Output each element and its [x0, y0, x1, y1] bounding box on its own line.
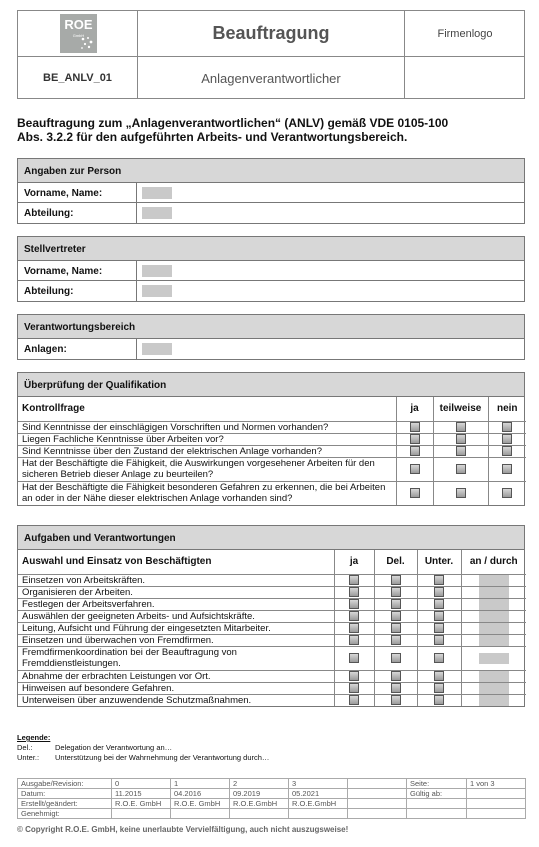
legend-title: Legende:: [17, 733, 51, 742]
valid-from-value: [467, 789, 526, 799]
yes-checkbox[interactable]: [349, 653, 359, 663]
delegation-checkbox[interactable]: [391, 635, 401, 645]
task-text: Auswählen der geeigneten Arbeits- und Aufsichtskräfte.: [18, 610, 334, 622]
copyright-notice: © Copyright R.O.E. GmbH, keine unerlaubte Vervielfältigung, auch nicht auszugsweise!: [17, 825, 349, 834]
task-text: Abnahme der erbrachten Leistungen vor Ort.: [18, 670, 334, 682]
empty-cell: [407, 799, 467, 809]
revision-date: 09.2019: [230, 789, 289, 799]
support-checkbox[interactable]: [434, 635, 444, 645]
table-row: [18, 799, 526, 809]
delegation-checkbox[interactable]: [391, 599, 401, 609]
support-checkbox[interactable]: [434, 575, 444, 585]
revision-author: R.O.E.GmbH: [289, 799, 348, 809]
name-label: Vorname, Name:: [24, 266, 103, 277]
page-value: 1 von 3: [467, 779, 526, 789]
qualification-section: [17, 372, 525, 506]
column-header: Kontrollfrage: [18, 397, 396, 421]
legend-key: Unter.:: [17, 753, 40, 762]
column-header: Unter.: [417, 550, 461, 574]
table-row: [18, 610, 526, 622]
logo-subtext: GmbH: [72, 33, 85, 38]
delegation-checkbox[interactable]: [391, 653, 401, 663]
no-checkbox[interactable]: [502, 434, 512, 444]
support-checkbox[interactable]: [434, 671, 444, 681]
name-label: Vorname, Name:: [24, 188, 103, 199]
table-row: [18, 574, 526, 586]
no-checkbox[interactable]: [502, 488, 512, 498]
department-label: Abteilung:: [24, 286, 74, 297]
revision-author: R.O.E.GmbH: [230, 799, 289, 809]
yes-checkbox[interactable]: [410, 488, 420, 498]
empty-cell: [348, 799, 407, 809]
tasks-table: [18, 550, 526, 706]
support-checkbox[interactable]: [434, 611, 444, 621]
document-code: BE_ANLV_01: [43, 72, 112, 84]
revision-number: 1: [171, 779, 230, 789]
support-checkbox[interactable]: [434, 683, 444, 693]
question-text: Liegen Fachliche Kenntnisse über Arbeiten vor?: [18, 433, 396, 445]
logo-text: ROE: [64, 17, 93, 32]
section-header: Überprüfung der Qualifikation: [18, 373, 524, 397]
yes-checkbox[interactable]: [349, 695, 359, 705]
revision-number: 0: [112, 779, 171, 789]
empty-cell: [171, 809, 230, 819]
revision-number: 3: [289, 779, 348, 789]
department-label: Abteilung:: [24, 208, 74, 219]
column-header: Del.: [374, 550, 417, 574]
yes-checkbox[interactable]: [349, 599, 359, 609]
intro-text: [17, 116, 522, 144]
column-header: Auswahl und Einsatz von Beschäftigten: [18, 550, 334, 574]
table-row: [18, 598, 526, 610]
column-header: teilweise: [433, 397, 488, 421]
legend-key: Del.:: [17, 743, 33, 752]
intro-line: Abs. 3.2.2 für den aufgeführten Arbeits- und Verantwortungsbereich.: [17, 130, 408, 144]
assignee-field[interactable]: [479, 653, 509, 664]
field-divider: [136, 261, 137, 280]
table-row: [18, 682, 526, 694]
partly-checkbox[interactable]: [456, 464, 466, 474]
task-text: Einsetzen und überwachen von Fremdfirmen.: [18, 634, 334, 646]
question-text: Hat der Beschäftigte die Fähigkeit, die Auswirkungen vorgesehener Arbeiten für den sicheren Betrieb dieser Anlage zu beurteilen?: [18, 457, 396, 481]
delegation-checkbox[interactable]: [391, 671, 401, 681]
revision-author: R.O.E. GmbH: [171, 799, 230, 809]
task-text: Leitung, Aufsicht und Führung der eingesetzten Mitarbeiter.: [18, 622, 334, 634]
partly-checkbox[interactable]: [456, 446, 466, 456]
table-row: [18, 433, 526, 445]
table-row: [18, 445, 526, 457]
task-text: Hinweisen auf besondere Gefahren.: [18, 682, 334, 694]
section-header: Verantwortungsbereich: [18, 315, 524, 339]
field-divider: [136, 183, 137, 202]
delegation-checkbox[interactable]: [391, 623, 401, 633]
legend-entry: [17, 753, 269, 763]
column-header: an / durch: [461, 550, 526, 574]
partly-checkbox[interactable]: [456, 422, 466, 432]
department-row: [18, 281, 524, 301]
table-row: [18, 481, 526, 505]
yes-checkbox[interactable]: [349, 635, 359, 645]
table-header-row: [18, 550, 526, 574]
row-label: Genehmigt:: [18, 809, 112, 819]
question-text: Sind Kenntnisse über den Zustand der elektrischen Anlage vorhanden?: [18, 445, 396, 457]
company-logo-placeholder: Firmenlogo: [437, 27, 493, 40]
delegation-checkbox[interactable]: [391, 683, 401, 693]
task-text: Fremdfirmenkoordination bei der Beauftragung von Fremddienstleistungen.: [18, 646, 334, 670]
table-row: [18, 646, 526, 670]
deputy-department-field[interactable]: [142, 285, 172, 297]
document-header: [17, 10, 525, 99]
assignee-field[interactable]: [479, 599, 509, 610]
table-row: [18, 809, 526, 819]
yes-checkbox[interactable]: [349, 587, 359, 597]
task-text: Organisieren der Arbeiten.: [18, 586, 334, 598]
assignee-field[interactable]: [479, 671, 509, 682]
plants-label: Anlagen:: [24, 344, 67, 355]
table-row: [18, 421, 526, 433]
empty-cell: [348, 809, 407, 819]
revision-number: 2: [230, 779, 289, 789]
support-checkbox[interactable]: [434, 695, 444, 705]
revision-date: 04.2016: [171, 789, 230, 799]
no-checkbox[interactable]: [502, 422, 512, 432]
delegation-checkbox[interactable]: [391, 611, 401, 621]
plants-row: [18, 339, 524, 359]
support-checkbox[interactable]: [434, 623, 444, 633]
empty-cell: [467, 799, 526, 809]
empty-cell: [230, 809, 289, 819]
yes-checkbox[interactable]: [349, 671, 359, 681]
field-divider: [136, 203, 137, 223]
task-text: Festlegen der Arbeitsverfahren.: [18, 598, 334, 610]
table-row: [18, 622, 526, 634]
table-row: [18, 670, 526, 682]
row-label: Datum:: [18, 789, 112, 799]
assignee-field[interactable]: [479, 587, 509, 598]
empty-cell: [467, 809, 526, 819]
assignee-field[interactable]: [479, 575, 509, 586]
delegation-checkbox[interactable]: [391, 587, 401, 597]
field-divider: [136, 339, 137, 359]
no-checkbox[interactable]: [502, 464, 512, 474]
field-divider: [136, 281, 137, 301]
person-section: [17, 158, 525, 224]
table-row: [18, 586, 526, 598]
revision-author: R.O.E. GmbH: [112, 799, 171, 809]
yes-checkbox[interactable]: [349, 611, 359, 621]
assignee-field[interactable]: [479, 623, 509, 634]
revision-date: 05.2021: [289, 789, 348, 799]
row-label: Erstellt/geändert:: [18, 799, 112, 809]
empty-cell: [348, 789, 407, 799]
table-row: [18, 789, 526, 799]
yes-checkbox[interactable]: [349, 683, 359, 693]
question-text: Hat der Beschäftigte die Fähigkeit besonderen Gefahren zu erkennen, die bei Arbeiten an oder in der Nähe dieser elektrischen Anlage vorhanden sind?: [18, 481, 396, 505]
empty-cell: [112, 809, 171, 819]
logo-pattern-icon: [80, 36, 94, 50]
support-checkbox[interactable]: [434, 587, 444, 597]
person-department-field[interactable]: [142, 207, 172, 219]
table-row: [18, 634, 526, 646]
deputy-name-field[interactable]: [142, 265, 172, 277]
intro-line: Beauftragung zum „Anlagenverantwortlichen“ (ANLV) gemäß VDE 0105-100: [17, 116, 449, 130]
yes-checkbox[interactable]: [410, 422, 420, 432]
person-name-field[interactable]: [142, 187, 172, 199]
roe-logo: [60, 14, 97, 53]
table-row: [18, 694, 526, 706]
yes-checkbox[interactable]: [349, 623, 359, 633]
column-header: ja: [396, 397, 433, 421]
legend-text: Delegation der Verantwortung an…: [55, 743, 173, 752]
task-text: Einsetzen von Arbeitskräften.: [18, 574, 334, 586]
section-header: Stellvertreter: [18, 237, 524, 261]
partly-checkbox[interactable]: [456, 488, 466, 498]
support-checkbox[interactable]: [434, 653, 444, 663]
page-label: Seite:: [407, 779, 467, 789]
assignee-field[interactable]: [479, 683, 509, 694]
delegation-checkbox[interactable]: [391, 695, 401, 705]
table-row: [18, 779, 526, 789]
empty-cell: [407, 809, 467, 819]
section-header: Angaben zur Person: [18, 159, 524, 183]
partly-checkbox[interactable]: [456, 434, 466, 444]
assignee-field[interactable]: [479, 635, 509, 646]
yes-checkbox[interactable]: [410, 464, 420, 474]
department-row: [18, 203, 524, 223]
qualification-table: [18, 397, 526, 505]
assignee-field[interactable]: [479, 695, 509, 706]
plants-field[interactable]: [142, 343, 172, 355]
no-checkbox[interactable]: [502, 446, 512, 456]
name-row: [18, 261, 524, 281]
deputy-section: [17, 236, 525, 302]
legend-entry: [17, 743, 269, 753]
assignee-field[interactable]: [479, 611, 509, 622]
tasks-section: [17, 525, 525, 707]
empty-cell: [289, 809, 348, 819]
document-title: Beauftragung: [212, 23, 330, 43]
table-row: [18, 457, 526, 481]
row-label: Ausgabe/Revision:: [18, 779, 112, 789]
document-subtitle: Anlagenverantwortlicher: [201, 70, 341, 86]
table-header-row: [18, 397, 526, 421]
legend: [17, 733, 269, 763]
delegation-checkbox[interactable]: [391, 575, 401, 585]
name-row: [18, 183, 524, 203]
task-text: Unterweisen über anzuwendende Schutzmaßnahmen.: [18, 694, 334, 706]
valid-from-label: Gültig ab:: [407, 789, 467, 799]
responsibility-section: [17, 314, 525, 360]
yes-checkbox[interactable]: [410, 446, 420, 456]
question-text: Sind Kenntnisse der einschlägigen Vorschriften und Normen vorhanden?: [18, 421, 396, 433]
legend-text: Unterstützung bei der Wahrnehmung der Verantwortung durch…: [55, 753, 270, 762]
revision-date: 11.2015: [112, 789, 171, 799]
column-header: nein: [488, 397, 526, 421]
support-checkbox[interactable]: [434, 599, 444, 609]
empty-cell: [348, 779, 407, 789]
column-header: ja: [334, 550, 374, 574]
yes-checkbox[interactable]: [410, 434, 420, 444]
section-header: Aufgaben und Verantwortungen: [18, 526, 524, 550]
yes-checkbox[interactable]: [349, 575, 359, 585]
revision-table: [17, 778, 526, 819]
